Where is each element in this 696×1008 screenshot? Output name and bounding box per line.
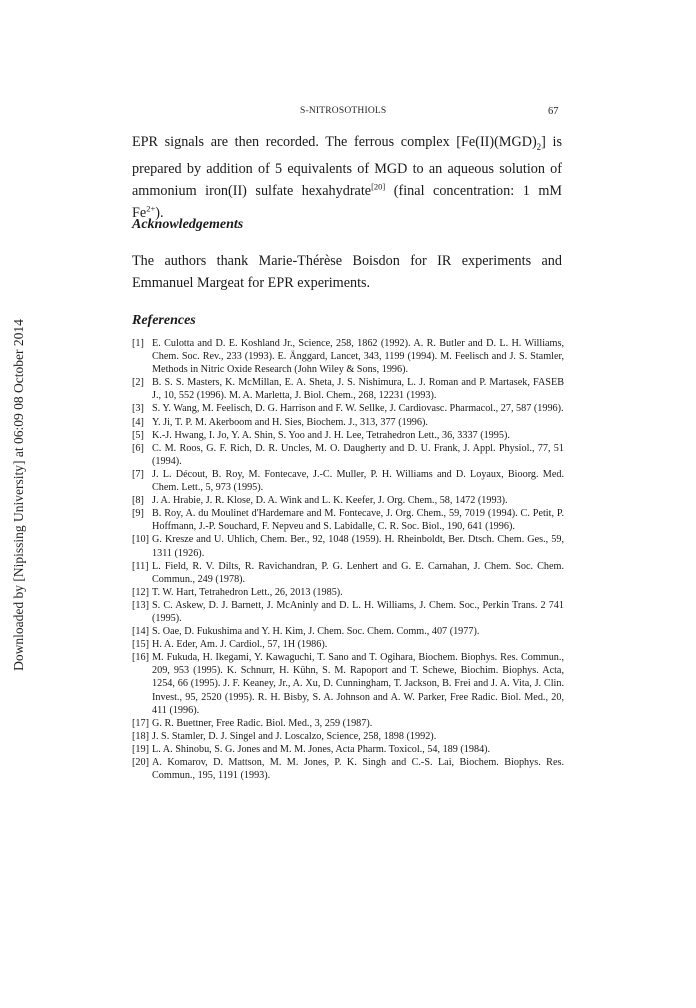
references-heading: References bbox=[132, 313, 196, 328]
reference-number: [6] bbox=[132, 442, 144, 454]
download-watermark bbox=[8, 270, 30, 720]
reference-number: [4] bbox=[132, 416, 144, 428]
intro-text-4: ). bbox=[155, 204, 164, 221]
download-watermark-text: Downloaded by [Nipissing University] at 06:09 08 October 2014 bbox=[11, 319, 26, 671]
reference-number: [10] bbox=[132, 534, 149, 546]
reference-item bbox=[132, 756, 564, 782]
reference-text: T. W. Hart, Tetrahedron Lett., 26, 2013 (1985). bbox=[152, 586, 343, 598]
reference-item bbox=[132, 717, 564, 730]
reference-number: [14] bbox=[132, 626, 149, 638]
reference-item bbox=[132, 651, 564, 716]
reference-text: S. Oae, D. Fukushima and Y. H. Kim, J. Chem. Soc. Chem. Comm., 407 (1977). bbox=[152, 626, 480, 638]
reference-text: L. Field, R. V. Dilts, R. Ravichandran, P. G. Lenhert and G. E. Carnahan, J. Chem. Soc. Chem. Commun., 249 (1978). bbox=[152, 560, 564, 585]
reference-text: J. S. Stamler, D. J. Singel and J. Loscalzo, Science, 258, 1898 (1992). bbox=[152, 730, 437, 742]
reference-item bbox=[132, 442, 564, 468]
reference-item bbox=[132, 429, 564, 442]
reference-number: [12] bbox=[132, 586, 149, 598]
running-header-title: S-NITROSOTHIOLS bbox=[300, 106, 387, 116]
reference-item bbox=[132, 730, 564, 743]
intro-subscript: 2 bbox=[536, 141, 542, 152]
reference-number: [13] bbox=[132, 599, 149, 611]
reference-item bbox=[132, 638, 564, 651]
reference-text: L. A. Shinobu, S. G. Jones and M. M. Jones, Acta Pharm. Toxicol., 54, 189 (1984). bbox=[152, 743, 491, 755]
reference-number: [15] bbox=[132, 639, 149, 651]
reference-text: G. R. Buettner, Free Radic. Biol. Med., 3, 259 (1987). bbox=[152, 717, 373, 729]
reference-item bbox=[132, 586, 564, 599]
reference-text: K.-J. Hwang, I. Jo, Y. A. Shin, S. Yoo and J. H. Lee, Tetrahedron Lett., 36, 3337 (1995). bbox=[152, 429, 510, 441]
reference-number: [16] bbox=[132, 652, 149, 664]
reference-item bbox=[132, 416, 564, 429]
reference-number: [3] bbox=[132, 403, 144, 415]
reference-text: G. Kresze and U. Uhlich, Chem. Ber., 92, 1048 (1959). H. Rheinboldt, Ber. Dtsch. Chem. Ges., 59, 1311 (1926). bbox=[152, 534, 564, 559]
reference-item bbox=[132, 376, 564, 402]
reference-text: C. M. Roos, G. F. Rich, D. R. Uncles, M. O. Daugherty and D. U. Frank, J. Appl. Physiol., 77, 51 (1994). bbox=[152, 442, 564, 467]
reference-item bbox=[132, 533, 564, 559]
intro-citation: [20] bbox=[371, 181, 386, 192]
intro-paragraph bbox=[132, 131, 562, 224]
reference-text: M. Fukuda, H. Ikegami, Y. Kawaguchi, T. Sano and T. Ogihara, Biochem. Biophys. Res. Commun., 209, 953 (1995). K. Schnurr, H. Kühn, S. M. Rapoport and T. Schewe, Biochim. Biophys. Acta, 1254, 66 (1995). J. F. Keaney, Jr., A. Xu, D. Cunningham, T. Jackson, B. Frei and J. A. Vita, J. Clin. Invest., 95, 2520 (1995). R. H. Bisby, S. A. Johnson and A. W. Parker, Free Radic. Biol. Med., 20, 411 (1996). bbox=[152, 652, 564, 716]
reference-text: J. L. Décout, B. Roy, M. Fontecave, J.-C. Muller, P. H. Williams and D. Loyaux, Bioorg. Med. Chem. Lett., 5, 973 (1995). bbox=[152, 468, 564, 494]
reference-list bbox=[132, 337, 564, 782]
intro-text-3: (final concentration: 1 mM Fe bbox=[132, 182, 562, 221]
reference-text: E. Culotta and D. E. Koshland Jr., Science, 258, 1862 (1992). A. R. Butler and D. L. H. Williams, Chem. Soc. Rev., 233 (1993). E. Änggard, Lancet, 343, 1199 (1994). M. Feelisch and J. S. Stamler, Methods in Nitric Oxide Research (John Wiley & Sons, 1996). bbox=[152, 338, 564, 376]
reference-number: [9] bbox=[132, 508, 144, 520]
intro-superscript: 2+ bbox=[146, 203, 156, 214]
reference-item bbox=[132, 468, 564, 494]
reference-item bbox=[132, 507, 564, 533]
reference-text: B. S. S. Masters, K. McMillan, E. A. Sheta, J. S. Nishimura, L. J. Roman and P. Martasek, FASEB J., 10, 552 (1996). M. A. Marletta, J. Biol. Chem., 268, 12231 (1993). bbox=[152, 377, 564, 402]
reference-item bbox=[132, 494, 564, 507]
reference-number: [11] bbox=[132, 560, 149, 572]
reference-number: [20] bbox=[132, 757, 149, 768]
reference-number: [17] bbox=[132, 717, 149, 729]
reference-number: [1] bbox=[132, 338, 144, 349]
reference-text: B. Roy, A. du Moulinet d'Hardemare and M. Fontecave, J. Org. Chem., 59, 7019 (1994). C. Petit, P. Hoffmann, J.-P. Souchard, F. Nepveu and S. Labidalle, C. R. Soc. Biol., 190, 641 (1996). bbox=[152, 508, 564, 533]
page-number: 67 bbox=[548, 106, 559, 117]
reference-text: Y. Ji, T. P. M. Akerboom and H. Sies, Biochem. J., 313, 377 (1996). bbox=[152, 416, 428, 428]
reference-text: A. Komarov, D. Mattson, M. M. Jones, P. K. Singh and C.-S. Lai, Biochem. Biophys. Res. Commun., 195, 1191 (1993). bbox=[152, 757, 564, 782]
reference-item bbox=[132, 337, 564, 376]
reference-number: [5] bbox=[132, 429, 144, 441]
acknowledgements-heading: Acknowledgements bbox=[132, 217, 244, 232]
reference-number: [18] bbox=[132, 730, 149, 742]
reference-number: [2] bbox=[132, 377, 144, 389]
reference-text: J. A. Hrabie, J. R. Klose, D. A. Wink and L. K. Keefer, J. Org. Chem., 58, 1472 (1993). bbox=[152, 495, 508, 507]
reference-number: [7] bbox=[132, 468, 144, 480]
reference-text: H. A. Eder, Am. J. Cardiol., 57, 1H (1986). bbox=[152, 639, 328, 651]
intro-text-2: ] is prepared by addition of 5 equivalents of MGD to an aqueous solution of ammonium iron(II) sulfate hexahydrate bbox=[132, 134, 562, 199]
reference-item bbox=[132, 560, 564, 586]
intro-text-1: EPR signals are then recorded. The ferrous complex [Fe(II)(MGD) bbox=[132, 134, 537, 150]
acknowledgements-text: The authors thank Marie-Thérèse Boisdon for IR experiments and Emmanuel Margeat for EPR experiments. bbox=[132, 253, 562, 291]
reference-number: [19] bbox=[132, 743, 149, 755]
reference-item bbox=[132, 743, 564, 756]
reference-item bbox=[132, 599, 564, 625]
reference-item bbox=[132, 402, 564, 415]
reference-text: S. Y. Wang, M. Feelisch, D. G. Harrison and F. W. Sellke, J. Cardiovasc. Pharmacol., 27, 587 (1996). bbox=[152, 403, 564, 415]
reference-item bbox=[132, 625, 564, 638]
reference-number: [8] bbox=[132, 495, 144, 507]
reference-text: S. C. Askew, D. J. Barnett, J. McAninly and D. L. H. Williams, J. Chem. Soc., Perkin Trans. 2 741 (1995). bbox=[152, 599, 564, 624]
